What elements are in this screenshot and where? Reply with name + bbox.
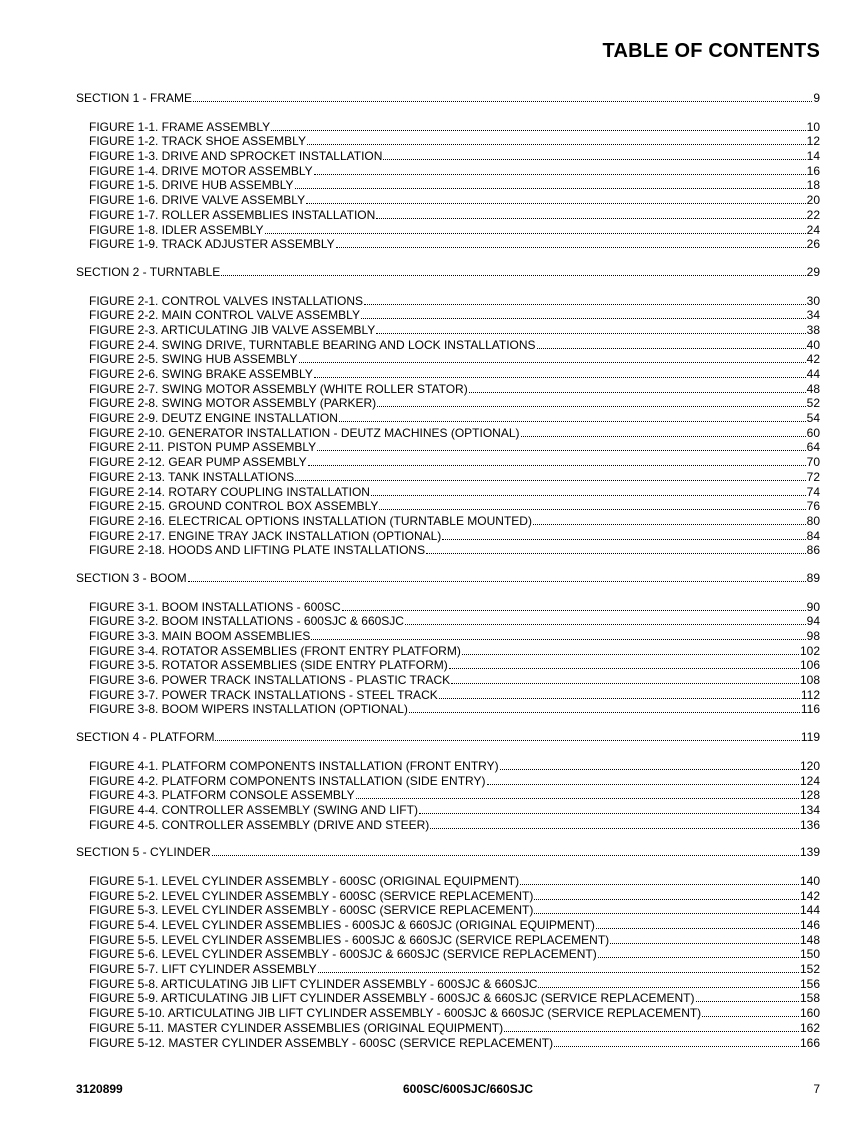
figure-entry-page: 106: [799, 658, 820, 673]
dot-leader: [462, 644, 799, 655]
figure-entry-label: FIGURE 1-7. ROLLER ASSEMBLIES INSTALLATION: [89, 207, 376, 222]
figure-entry-page: 22: [806, 207, 820, 222]
figure-entry[interactable]: [76, 149, 820, 164]
dot-leader: [376, 208, 805, 219]
figure-entry[interactable]: [76, 164, 820, 179]
figure-entry-page: 152: [799, 962, 820, 977]
dot-leader: [377, 396, 805, 407]
figure-entry-page: 24: [806, 222, 820, 237]
figure-entry-page: 70: [806, 455, 820, 470]
figure-entry-label: FIGURE 1-8. IDLER ASSEMBLY: [89, 222, 264, 237]
figure-entry-label: FIGURE 1-1. FRAME ASSEMBLY: [89, 119, 271, 134]
figure-entry-page: 162: [799, 1020, 820, 1035]
figure-entry[interactable]: [76, 426, 820, 441]
figure-entry-label: FIGURE 5-1. LEVEL CYLINDER ASSEMBLY - 600SC (ORIGINAL EQUIPMENT): [89, 873, 520, 888]
figure-entry-page: 16: [806, 163, 820, 178]
figure-entry[interactable]: [76, 600, 820, 615]
figure-entry[interactable]: [76, 367, 820, 382]
figure-entry-page: 128: [799, 788, 820, 803]
figure-entry-label: FIGURE 1-4. DRIVE MOTOR ASSEMBLY: [89, 163, 313, 178]
figure-entry-label: FIGURE 5-11. MASTER CYLINDER ASSEMBLIES (ORIGINAL EQUIPMENT): [89, 1020, 504, 1035]
section-entry-page: 9: [813, 91, 820, 105]
figure-entry[interactable]: [76, 1036, 820, 1051]
figure-entry[interactable]: [76, 673, 820, 688]
dot-leader: [409, 702, 800, 713]
figure-entry[interactable]: [76, 759, 820, 774]
dot-leader: [379, 499, 805, 510]
figure-entry[interactable]: [76, 918, 820, 933]
figure-entry-page: 134: [799, 802, 820, 817]
section-entry-page: 119: [800, 730, 820, 745]
section-entry[interactable]: [76, 730, 820, 745]
dot-leader: [371, 485, 806, 496]
dot-leader: [439, 688, 800, 699]
figure-entry-page: 20: [806, 193, 820, 208]
figure-entry-page: 102: [799, 643, 820, 658]
figure-entry-page: 48: [806, 381, 820, 396]
figure-entry-label: FIGURE 5-5. LEVEL CYLINDER ASSEMBLIES - 600SJC & 660SJC (SERVICE REPLACEMENT): [89, 932, 610, 947]
dot-leader: [500, 759, 799, 770]
figure-entry-label: FIGURE 1-2. TRACK SHOE ASSEMBLY: [89, 134, 306, 149]
figure-entry-page: 10: [806, 119, 820, 134]
figure-entry-label: FIGURE 4-2. PLATFORM COMPONENTS INSTALLATION (SIDE ENTRY): [89, 773, 486, 788]
figure-entry-label: FIGURE 5-2. LEVEL CYLINDER ASSEMBLY - 600SC (SERVICE REPLACEMENT): [89, 888, 534, 903]
section-entry-label: SECTION 5 - CYLINDER: [76, 845, 211, 860]
figure-entry-label: FIGURE 5-10. ARTICULATING JIB LIFT CYLINDER ASSEMBLY - 600SJC & 660SJC (SERVICE REPLACEMENT): [89, 1006, 702, 1021]
dot-leader: [361, 308, 806, 319]
dot-leader: [534, 903, 799, 914]
dot-leader: [487, 774, 799, 785]
page-footer: [76, 1082, 820, 1096]
dot-leader: [317, 440, 805, 451]
figure-entry-page: 74: [806, 484, 820, 499]
figure-entry-page: 142: [799, 888, 820, 903]
section-entry-label: SECTION 1 - FRAME: [76, 91, 193, 105]
figure-entry-page: 86: [806, 543, 820, 558]
figure-entry-label: FIGURE 2-1. CONTROL VALVES INSTALLATIONS: [89, 293, 364, 308]
model-names: 600SC/600SJC/660SJC: [402, 1082, 534, 1096]
figure-entry[interactable]: [76, 614, 820, 629]
figure-entry-page: 156: [799, 976, 820, 991]
figure-entry[interactable]: [76, 237, 820, 252]
figure-entry-label: FIGURE 5-9. ARTICULATING JIB LIFT CYLINDER ASSEMBLY - 600SJC & 660SJC (SERVICE REPLACEMENT): [89, 991, 695, 1006]
figure-entry-label: FIGURE 2-5. SWING HUB ASSEMBLY: [89, 352, 298, 367]
figure-entry-label: FIGURE 2-14. ROTARY COUPLING INSTALLATION: [89, 484, 370, 499]
toc-section: [76, 265, 820, 558]
figure-entry[interactable]: [76, 889, 820, 904]
dot-leader: [306, 193, 806, 204]
dot-leader: [442, 529, 805, 540]
figure-entry[interactable]: [76, 193, 820, 208]
figure-entry[interactable]: [76, 178, 820, 193]
figure-entry[interactable]: [76, 903, 820, 918]
figure-entry-label: FIGURE 2-8. SWING MOTOR ASSEMBLY (PARKER): [89, 396, 377, 411]
figure-entry-page: 144: [799, 903, 820, 918]
figure-entry[interactable]: [76, 803, 820, 818]
dot-leader: [271, 120, 805, 131]
figure-entry-label: FIGURE 2-10. GENERATOR INSTALLATION - DEUTZ MACHINES (OPTIONAL): [89, 425, 520, 440]
figure-entry-page: 148: [799, 932, 820, 947]
dot-leader: [336, 237, 806, 248]
dot-leader: [521, 426, 806, 437]
figure-entry[interactable]: [76, 991, 820, 1006]
dot-leader: [405, 614, 806, 625]
section-entry[interactable]: [76, 91, 820, 106]
figure-entry-label: FIGURE 2-17. ENGINE TRAY JACK INSTALLATION (OPTIONAL): [89, 528, 442, 543]
figure-entry[interactable]: [76, 977, 820, 992]
section-entry[interactable]: [76, 571, 820, 586]
figure-entry[interactable]: [76, 352, 820, 367]
dot-leader: [308, 455, 806, 466]
dot-leader: [554, 1036, 799, 1047]
dot-leader: [265, 223, 806, 234]
figure-entry-page: 136: [799, 817, 820, 832]
figure-entry[interactable]: [76, 514, 820, 529]
figure-entry-page: 140: [799, 873, 820, 888]
figure-entry[interactable]: [76, 223, 820, 238]
figure-entry-page: 30: [806, 293, 820, 308]
figure-entry-label: FIGURE 1-5. DRIVE HUB ASSEMBLY: [89, 178, 294, 193]
dot-leader: [538, 977, 799, 988]
dot-leader: [364, 294, 806, 305]
figure-entry-page: 42: [806, 352, 820, 367]
figure-entry[interactable]: [76, 323, 820, 338]
figure-entry-label: FIGURE 2-9. DEUTZ ENGINE INSTALLATION: [89, 411, 338, 426]
figure-entry[interactable]: [76, 470, 820, 485]
table-of-contents: [76, 91, 820, 1063]
document-number: 3120899: [76, 1082, 123, 1096]
figure-entry[interactable]: [76, 440, 820, 455]
dot-leader: [534, 889, 799, 900]
figure-entry-page: 158: [799, 991, 820, 1006]
dot-leader: [383, 149, 805, 160]
dot-leader: [193, 91, 812, 102]
figure-entry-label: FIGURE 3-7. POWER TRACK INSTALLATIONS - STEEL TRACK: [89, 687, 438, 702]
figure-entry-label: FIGURE 3-4. ROTATOR ASSEMBLIES (FRONT ENTRY PLATFORM): [89, 643, 461, 658]
figure-entry[interactable]: [76, 529, 820, 544]
figure-entry-label: FIGURE 2-2. MAIN CONTROL VALVE ASSEMBLY: [89, 308, 360, 323]
figure-entry-label: FIGURE 2-18. HOODS AND LIFTING PLATE INSTALLATIONS: [89, 543, 426, 558]
dot-leader: [376, 323, 805, 334]
dot-leader: [598, 947, 799, 958]
section-entry-page: 89: [806, 570, 820, 585]
dot-leader: [469, 382, 806, 393]
figure-entry[interactable]: [76, 294, 820, 309]
figure-entry[interactable]: [76, 396, 820, 411]
figure-entry[interactable]: [76, 933, 820, 948]
figure-entry-label: FIGURE 2-3. ARTICULATING JIB VALVE ASSEMBLY: [89, 322, 376, 337]
dot-leader: [533, 514, 806, 525]
dot-leader: [356, 788, 799, 799]
dot-leader: [537, 338, 806, 349]
figure-entry-page: 60: [806, 425, 820, 440]
figure-entry[interactable]: [76, 499, 820, 514]
toc-section: [76, 91, 820, 252]
page-title: TABLE OF CONTENTS: [602, 40, 820, 62]
figure-entry-page: 44: [806, 367, 820, 381]
figure-entry-label: FIGURE 5-4. LEVEL CYLINDER ASSEMBLIES - 600SJC & 660SJC (ORIGINAL EQUIPMENT): [89, 918, 595, 932]
figure-entry-label: FIGURE 2-12. GEAR PUMP ASSEMBLY: [89, 455, 307, 470]
dot-leader: [314, 367, 806, 378]
figure-entry-label: FIGURE 5-8. ARTICULATING JIB LIFT CYLINDER ASSEMBLY - 600SJC & 660SJC: [89, 976, 538, 991]
figure-entry-page: 94: [806, 614, 820, 629]
dot-leader: [299, 352, 806, 363]
figure-entry-label: FIGURE 3-5. ROTATOR ASSEMBLIES (SIDE ENTRY PLATFORM): [89, 658, 448, 673]
dot-leader: [449, 658, 799, 669]
figure-entry[interactable]: [76, 338, 820, 353]
dot-leader: [307, 134, 806, 145]
figure-entry-page: 72: [806, 469, 820, 484]
figure-entry-label: FIGURE 5-12. MASTER CYLINDER ASSEMBLY - 600SC (SERVICE REPLACEMENT): [89, 1035, 554, 1050]
dot-leader: [188, 571, 806, 582]
figure-entry[interactable]: [76, 1006, 820, 1021]
dot-leader: [212, 845, 799, 856]
dot-leader: [314, 164, 806, 175]
figure-entry-page: 120: [799, 758, 820, 773]
figure-entry-page: 34: [806, 308, 820, 323]
dot-leader: [311, 629, 805, 640]
figure-entry-label: FIGURE 4-4. CONTROLLER ASSEMBLY (SWING AND LIFT): [89, 802, 418, 817]
section-entry-page: 139: [799, 845, 820, 860]
figure-entry[interactable]: [76, 308, 820, 323]
figure-entry-page: 124: [799, 773, 820, 788]
dot-leader: [215, 730, 799, 741]
page-number: 7: [813, 1082, 820, 1096]
figure-entry[interactable]: [76, 120, 820, 135]
figure-entry[interactable]: [76, 629, 820, 644]
dot-leader: [295, 470, 805, 481]
figure-entry-page: 18: [806, 178, 820, 193]
figure-entry-page: 146: [799, 918, 820, 932]
figure-entry[interactable]: [76, 1021, 820, 1036]
figure-entry-label: FIGURE 2-15. GROUND CONTROL BOX ASSEMBLY: [89, 499, 379, 514]
toc-section: [76, 730, 820, 832]
dot-leader: [419, 803, 799, 814]
figure-entry[interactable]: [76, 962, 820, 977]
figure-entry-label: FIGURE 4-3. PLATFORM CONSOLE ASSEMBLY: [89, 788, 355, 803]
figure-entry[interactable]: [76, 788, 820, 803]
figure-entry-page: 112: [800, 687, 820, 702]
dot-leader: [221, 265, 805, 276]
figure-entry-page: 40: [806, 337, 820, 352]
figure-entry[interactable]: [76, 455, 820, 470]
figure-entry-page: 98: [806, 629, 820, 643]
toc-section: [76, 571, 820, 717]
figure-entry-label: FIGURE 2-11. PISTON PUMP ASSEMBLY: [89, 440, 317, 455]
figure-entry-page: 12: [806, 134, 820, 149]
figure-entry-page: 26: [806, 237, 820, 252]
figure-entry-label: FIGURE 3-8. BOOM WIPERS INSTALLATION (OPTIONAL): [89, 702, 408, 717]
figure-entry-label: FIGURE 3-3. MAIN BOOM ASSEMBLIES: [89, 629, 311, 643]
dot-leader: [610, 933, 799, 944]
dot-leader: [596, 918, 799, 929]
dot-leader: [451, 673, 799, 684]
figure-entry-page: 160: [799, 1006, 820, 1021]
dot-leader: [318, 962, 799, 973]
dot-leader: [702, 1006, 799, 1017]
figure-entry[interactable]: [76, 702, 820, 717]
figure-entry-label: FIGURE 4-5. CONTROLLER ASSEMBLY (DRIVE AND STEER): [89, 817, 430, 832]
figure-entry-page: 108: [799, 673, 820, 688]
section-entry-label: SECTION 3 - BOOM: [76, 570, 187, 585]
figure-entry-label: FIGURE 2-16. ELECTRICAL OPTIONS INSTALLATION (TURNTABLE MOUNTED): [89, 513, 532, 528]
figure-entry-label: FIGURE 3-1. BOOM INSTALLATIONS - 600SC: [89, 599, 341, 614]
figure-entry-label: FIGURE 2-7. SWING MOTOR ASSEMBLY (WHITE ROLLER STATOR): [89, 381, 468, 396]
dot-leader: [339, 411, 806, 422]
figure-entry[interactable]: [76, 644, 820, 659]
figure-entry[interactable]: [76, 134, 820, 149]
figure-entry-label: FIGURE 3-6. POWER TRACK INSTALLATIONS - PLASTIC TRACK: [89, 673, 451, 688]
figure-entry[interactable]: [76, 208, 820, 223]
figure-entry[interactable]: [76, 543, 820, 558]
figure-entry-label: FIGURE 5-3. LEVEL CYLINDER ASSEMBLY - 600SC (SERVICE REPLACEMENT): [89, 903, 534, 918]
dot-leader: [295, 178, 806, 189]
figure-entry[interactable]: [76, 658, 820, 673]
figure-entry-label: FIGURE 2-13. TANK INSTALLATIONS: [89, 469, 295, 484]
figure-entry-label: FIGURE 1-3. DRIVE AND SPROCKET INSTALLATION: [89, 149, 383, 164]
figure-entry-page: 84: [806, 528, 820, 543]
dot-leader: [342, 600, 806, 611]
figure-entry-page: 90: [806, 599, 820, 614]
section-entry-label: SECTION 4 - PLATFORM: [76, 730, 215, 745]
dot-leader: [696, 991, 799, 1002]
figure-entry-label: FIGURE 5-7. LIFT CYLINDER ASSEMBLY: [89, 962, 317, 977]
figure-entry-page: 38: [806, 322, 820, 337]
dot-leader: [426, 543, 806, 554]
figure-entry[interactable]: [76, 818, 820, 833]
figure-entry-page: 166: [799, 1035, 820, 1050]
dot-leader: [520, 874, 799, 885]
figure-entry-label: FIGURE 1-6. DRIVE VALVE ASSEMBLY: [89, 193, 306, 208]
dot-leader: [504, 1021, 799, 1032]
figure-entry[interactable]: [76, 774, 820, 789]
figure-entry-label: FIGURE 5-6. LEVEL CYLINDER ASSEMBLY - 600SJC & 660SJC (SERVICE REPLACEMENT): [89, 947, 597, 962]
toc-section: [76, 845, 820, 1050]
figure-entry-page: 150: [799, 947, 820, 962]
figure-entry-page: 14: [806, 149, 820, 164]
figure-entry-page: 54: [806, 411, 820, 426]
figure-entry-label: FIGURE 2-6. SWING BRAKE ASSEMBLY: [89, 367, 313, 381]
figure-entry-label: FIGURE 2-4. SWING DRIVE, TURNTABLE BEARING AND LOCK INSTALLATIONS: [89, 337, 536, 352]
section-entry[interactable]: [76, 845, 820, 860]
figure-entry[interactable]: [76, 947, 820, 962]
section-entry-label: SECTION 2 - TURNTABLE: [76, 264, 221, 279]
figure-entry-label: FIGURE 4-1. PLATFORM COMPONENTS INSTALLATION (FRONT ENTRY): [89, 758, 499, 773]
figure-entry-page: 52: [806, 396, 820, 411]
figure-entry[interactable]: [76, 411, 820, 426]
section-entry-page: 29: [806, 264, 820, 279]
figure-entry-page: 80: [806, 513, 820, 528]
figure-entry[interactable]: [76, 688, 820, 703]
figure-entry-page: 64: [806, 440, 820, 455]
section-entry[interactable]: [76, 265, 820, 280]
figure-entry-label: FIGURE 3-2. BOOM INSTALLATIONS - 600SJC & 660SJC: [89, 614, 404, 629]
figure-entry[interactable]: [76, 382, 820, 397]
dot-leader: [430, 818, 799, 829]
figure-entry[interactable]: [76, 485, 820, 500]
figure-entry-page: 116: [800, 702, 820, 717]
figure-entry[interactable]: [76, 874, 820, 889]
figure-entry-page: 76: [806, 499, 820, 514]
figure-entry-label: FIGURE 1-9. TRACK ADJUSTER ASSEMBLY: [89, 237, 335, 252]
